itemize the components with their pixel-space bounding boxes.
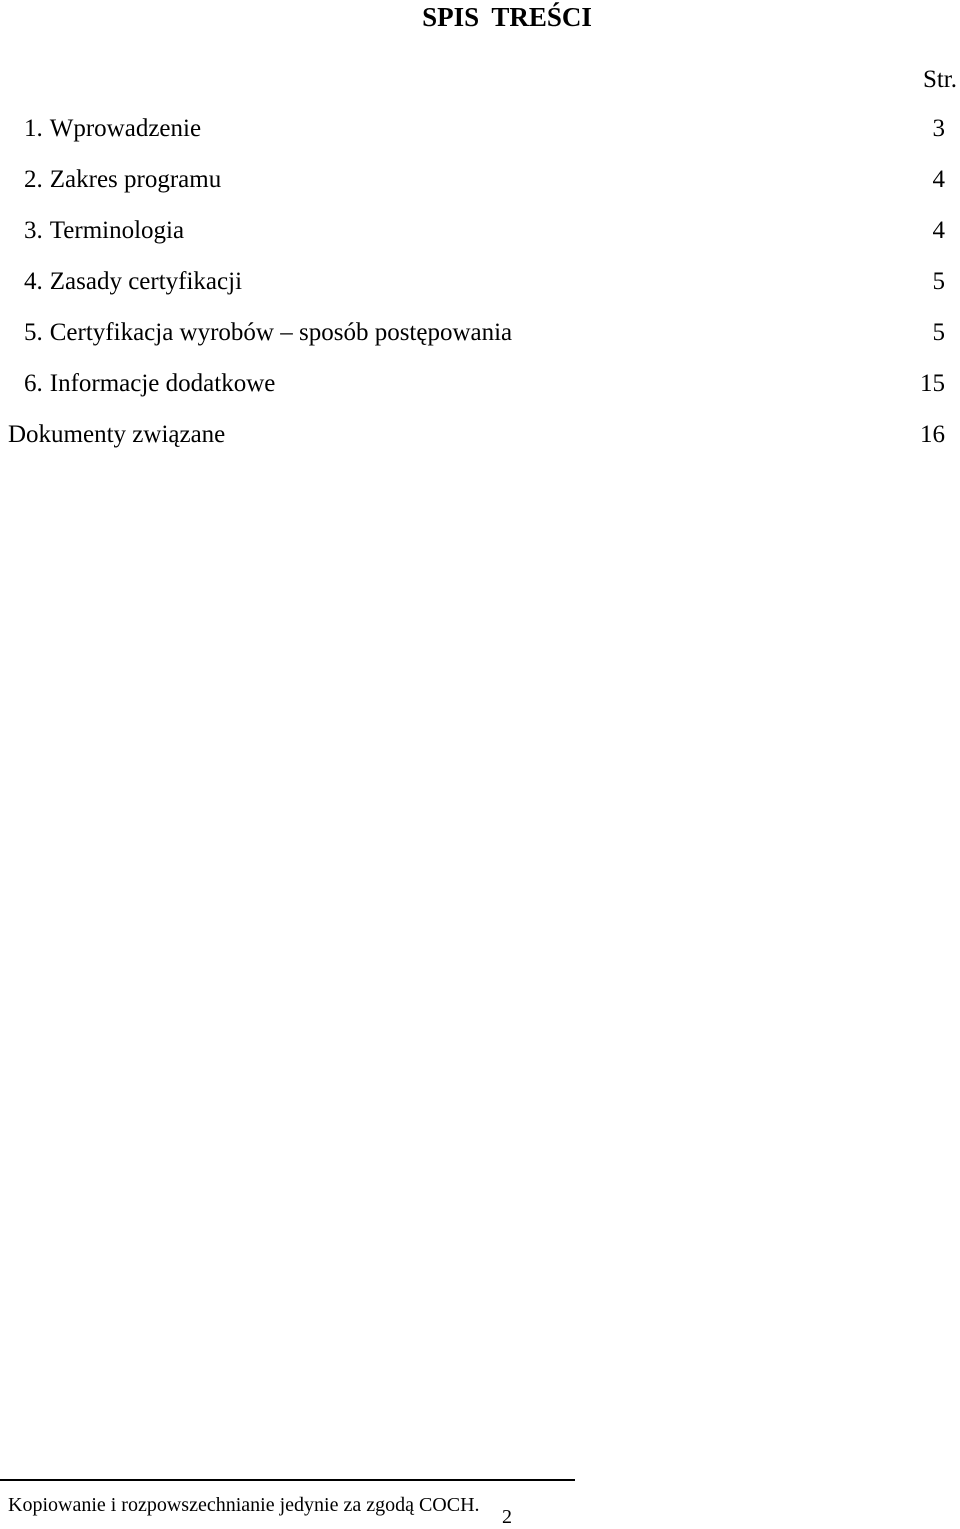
toc-entry-page: 15	[920, 370, 945, 397]
toc-entry-title	[24, 166, 221, 194]
page-title: SPIS TREŚCI	[422, 2, 592, 32]
toc-entry-number: 4.	[24, 268, 43, 295]
toc-entry-page: 3	[932, 115, 945, 142]
toc-entry-title	[24, 217, 184, 245]
toc-entry[interactable]	[0, 166, 945, 196]
page-number: 2	[502, 1506, 512, 1528]
toc-entry-label: Certyfikacja wyrobów – sposób postępowania	[49, 319, 513, 346]
toc-entry-number: 2.	[24, 166, 43, 193]
toc-entry-page: 5	[932, 319, 945, 346]
page-column-label: Str.	[922, 66, 957, 93]
toc-entry-number: 3.	[24, 217, 43, 244]
toc-entry-page: 4	[932, 166, 945, 193]
toc-entry-label: Zasady certyfikacji	[49, 268, 243, 295]
toc-entry-appendix[interactable]	[0, 421, 945, 451]
toc-entry-label: Terminologia	[49, 217, 185, 244]
footer-divider	[0, 1479, 575, 1481]
toc-entry[interactable]	[0, 319, 945, 349]
toc-entry-title	[24, 319, 512, 347]
toc-entry-label: Wprowadzenie	[49, 115, 202, 142]
toc-entry-title	[24, 115, 201, 143]
toc-entry-title	[24, 268, 242, 296]
toc-entry-page: 16	[920, 421, 945, 448]
toc-entry-number: 6.	[24, 370, 43, 397]
toc-entry[interactable]	[0, 217, 945, 247]
toc-entry-number: 1.	[24, 115, 43, 142]
toc-entry-label: Dokumenty związane	[8, 421, 226, 448]
toc-entry-number: 5.	[24, 319, 43, 346]
toc-entry[interactable]	[0, 268, 945, 298]
toc-entry[interactable]	[0, 115, 945, 145]
toc-entry-title	[24, 370, 275, 398]
toc-entry-label: Zakres programu	[49, 166, 222, 193]
toc-entry[interactable]	[0, 370, 945, 400]
toc-entry-page: 4	[932, 217, 945, 244]
toc-entry-page: 5	[932, 268, 945, 295]
toc-entry-label: Informacje dodatkowe	[49, 370, 276, 397]
footer-copyright-notice: Kopiowanie i rozpowszechnianie jedynie za zgodą COCH.	[8, 1494, 480, 1516]
